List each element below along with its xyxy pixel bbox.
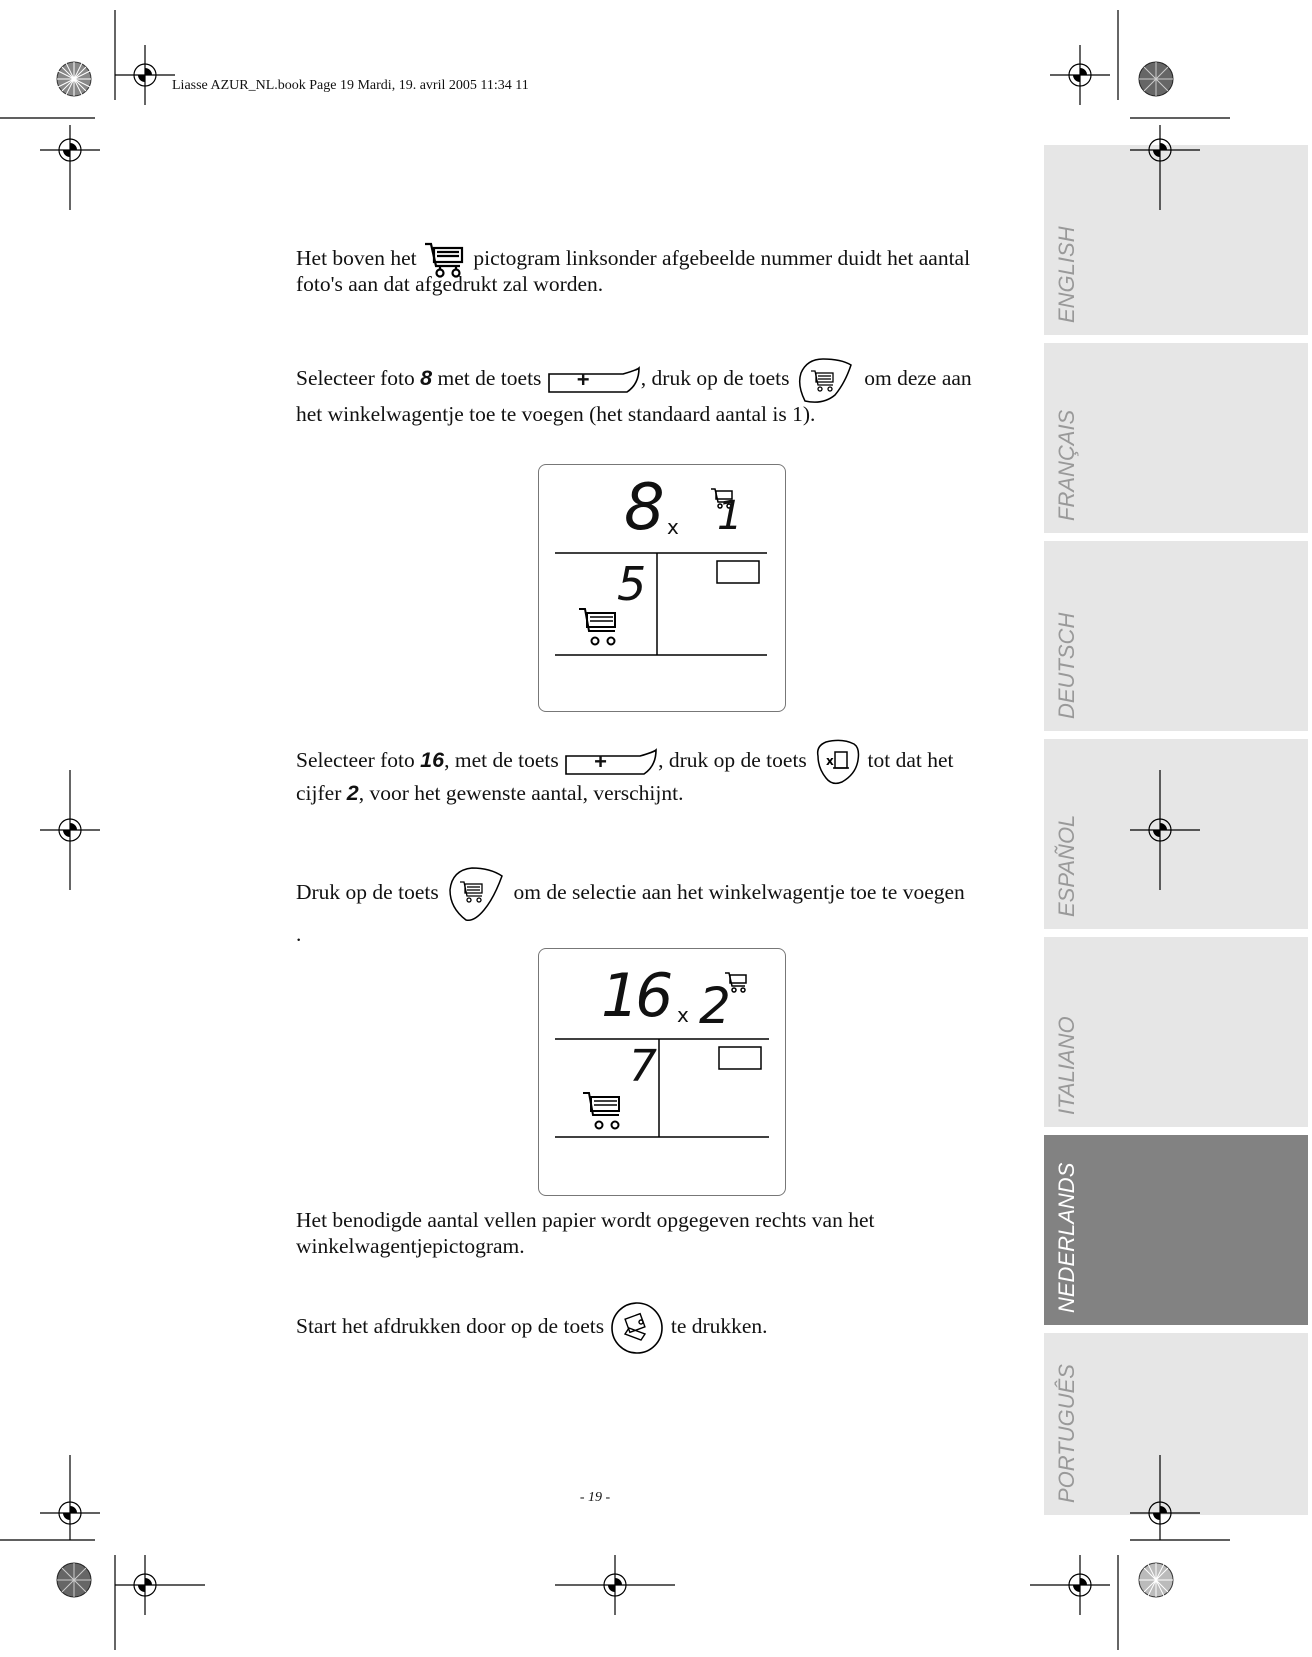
plus-label: + [576,367,590,392]
paragraph-select-photo16-line2 [296,781,683,805]
registration-mark [40,770,100,890]
paragraph-add-to-cart [296,864,965,924]
lcd-photo-number: 8 [624,471,663,545]
registration-mark [40,1455,100,1540]
text: om de selectie aan het winkelwagentje toe te voegen [513,879,965,904]
plus-key-button [547,366,641,394]
tab-nederlands[interactable] [1044,1135,1308,1325]
text: Start het afdrukken door op de toets [296,1313,605,1338]
page-number: - 19 - [579,1490,611,1505]
paragraph-select-photo8-line1 [296,355,972,405]
paragraph-select-photo16-line1 [296,738,954,786]
text: , druk op de toets [658,747,807,772]
text: tot dat het [867,747,954,772]
tab-deutsch[interactable] [1044,541,1308,731]
paragraph-sheets-line1: Het benodigde aantal vellen papier wordt opgegeven rechts van het [296,1208,875,1232]
rosette [56,1562,92,1598]
text: pictogram linksonder afgebeelde nummer duidt het aantal [473,245,971,270]
lcd-sheets: 7 [629,1041,657,1092]
rosette [56,61,92,97]
rosette [1138,61,1174,97]
text: om deze aan [864,365,972,390]
text: , druk op de toets [640,365,790,390]
registration-mark [40,125,100,210]
registration-mark [1130,1455,1200,1540]
tab-francais[interactable] [1044,343,1308,533]
registration-mark [1130,125,1200,210]
rosette [1138,1562,1174,1598]
tab-label: ESPAÑOL [1054,814,1079,917]
registration-mark [1050,45,1110,105]
text: te drukken. [670,1313,768,1338]
registration-mark [1030,1555,1110,1615]
lcd-quantity: 1 [717,493,743,539]
text: Selecteer foto [296,365,415,390]
cart-key-icon [795,355,859,405]
quantity-number: 2 [346,781,359,805]
text: , voor het gewenste aantal, verschijnt. [358,781,684,805]
tab-label: ENGLISH [1054,226,1079,323]
lcd-times-sign: x [677,1003,689,1027]
book-header: Liasse AZUR_NL.book Page 19 Mardi, 19. avril 2005 11:34 11 [172,78,529,93]
tab-label: FRANÇAIS [1054,409,1079,521]
text: Druk op de toets [296,879,439,904]
lcd-sheets: 5 [617,557,647,611]
tab-label: DEUTSCH [1054,612,1079,719]
tab-italiano[interactable] [1044,937,1308,1127]
text: , met de toets [444,747,559,772]
plus-label: + [594,749,607,774]
copies-key-icon [812,738,862,786]
photo-number: 8 [420,365,433,390]
lcd-times-sign: x [667,515,679,539]
tab-label: PORTUGUÊS [1054,1364,1079,1503]
lcd-quantity: 2 [699,977,731,1035]
lcd-display-2 [538,948,786,1196]
registration-mark [115,45,175,105]
text: met de toets [437,365,542,390]
svg-text:x: x [826,754,834,768]
registration-mark [115,1555,205,1615]
tab-label: NEDERLANDS [1054,1162,1079,1313]
photo-number: 16 [420,747,445,772]
registration-mark [1130,770,1200,890]
print-key-icon [609,1300,665,1356]
text: Selecteer foto [296,747,415,772]
paragraph-period: . [296,922,302,946]
text: Het boven het [296,245,417,270]
registration-mark [555,1555,675,1615]
paragraph-select-photo8-line2: het winkelwagentje toe te voegen (het standaard aantal is 1). [296,402,816,426]
paragraph-intro-line2: foto's aan dat afgedrukt zal worden. [296,272,604,296]
tab-label: ITALIANO [1054,1016,1079,1115]
paragraph-sheets-line2: winkelwagentjepictogram. [296,1234,525,1258]
plus-key-button [564,748,658,776]
text: cijfer [296,781,342,805]
lcd-display-1 [538,464,786,712]
paragraph-start-print [296,1300,768,1356]
cart-key-icon [444,864,508,924]
lcd-photo-number: 16 [601,961,670,1031]
